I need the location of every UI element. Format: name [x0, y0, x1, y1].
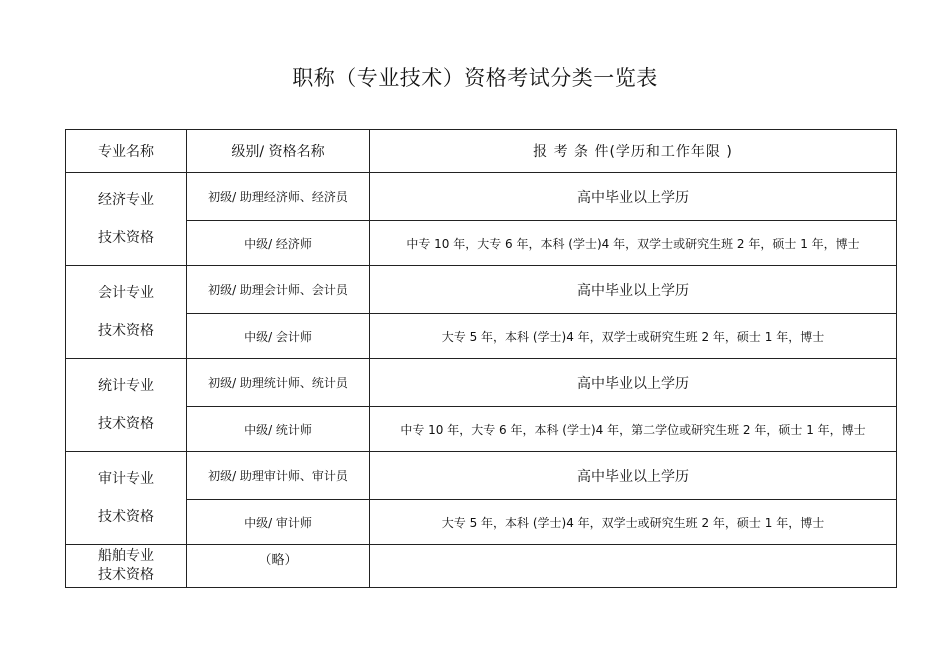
table-row — [66, 500, 897, 545]
mid-level-cell: 中级/ 会计师 — [187, 314, 370, 359]
qualification-table — [65, 129, 897, 588]
mid-requirement-cell: 大专 5 年，本科 (学士)4 年，双学士或研究生班 2 年，硕士 1 年，博士 — [370, 500, 897, 545]
table-row — [66, 359, 897, 407]
junior-requirement-cell: 高中毕业以上学历 — [370, 266, 897, 314]
table-row — [66, 173, 897, 221]
header-specialty: 专业名称 — [66, 130, 187, 173]
table-row — [66, 407, 897, 452]
table-row — [66, 314, 897, 359]
specialty-line1: 船舶专业 — [98, 548, 154, 564]
specialty-line1: 经济专业 — [98, 192, 154, 208]
table-header-row — [66, 130, 897, 173]
junior-level-cell: 初级/ 助理会计师、会计员 — [187, 266, 370, 314]
specialty-cell — [66, 173, 187, 266]
specialty-cell — [66, 545, 187, 588]
junior-requirement-cell: 高中毕业以上学历 — [370, 359, 897, 407]
mid-level-cell: 中级/ 统计师 — [187, 407, 370, 452]
specialty-line1: 统计专业 — [98, 378, 154, 394]
specialty-line2: 技术资格 — [98, 567, 154, 583]
header-conditions: 报 考 条 件(学历和工作年限 ) — [370, 130, 897, 173]
junior-requirement-cell: 高中毕业以上学历 — [370, 173, 897, 221]
junior-level-cell: 初级/ 助理审计师、审计员 — [187, 452, 370, 500]
specialty-cell — [66, 452, 187, 545]
specialty-line2: 技术资格 — [98, 323, 154, 339]
header-level: 级别/ 资格名称 — [187, 130, 370, 173]
specialty-line1: 审计专业 — [98, 471, 154, 487]
mid-level-cell: 中级/ 经济师 — [187, 221, 370, 266]
junior-requirement-cell: 高中毕业以上学历 — [370, 452, 897, 500]
table-row — [66, 545, 897, 588]
specialty-cell — [66, 266, 187, 359]
requirement-cell — [370, 545, 897, 588]
table-row — [66, 221, 897, 266]
mid-requirement-cell: 中专 10 年，大专 6 年，本科 (学士)4 年，第二学位或研究生班 2 年，硕士 1 年，博士 — [370, 407, 897, 452]
mid-level-cell: 中级/ 审计师 — [187, 500, 370, 545]
mid-requirement-cell: 中专 10 年，大专 6 年，本科 (学士)4 年，双学士或研究生班 2 年，硕士 1 年，博士 — [370, 221, 897, 266]
specialty-line2: 技术资格 — [98, 230, 154, 246]
specialty-line2: 技术资格 — [98, 416, 154, 432]
level-cell: （略） — [187, 545, 370, 588]
table-row — [66, 452, 897, 500]
specialty-cell — [66, 359, 187, 452]
junior-level-cell: 初级/ 助理统计师、统计员 — [187, 359, 370, 407]
mid-requirement-cell: 大专 5 年，本科 (学士)4 年，双学士或研究生班 2 年，硕士 1 年，博士 — [370, 314, 897, 359]
page-title: 职称（专业技术）资格考试分类一览表 — [292, 66, 658, 90]
table-row — [66, 266, 897, 314]
specialty-line2: 技术资格 — [98, 509, 154, 525]
junior-level-cell: 初级/ 助理经济师、经济员 — [187, 173, 370, 221]
specialty-line1: 会计专业 — [98, 285, 154, 301]
